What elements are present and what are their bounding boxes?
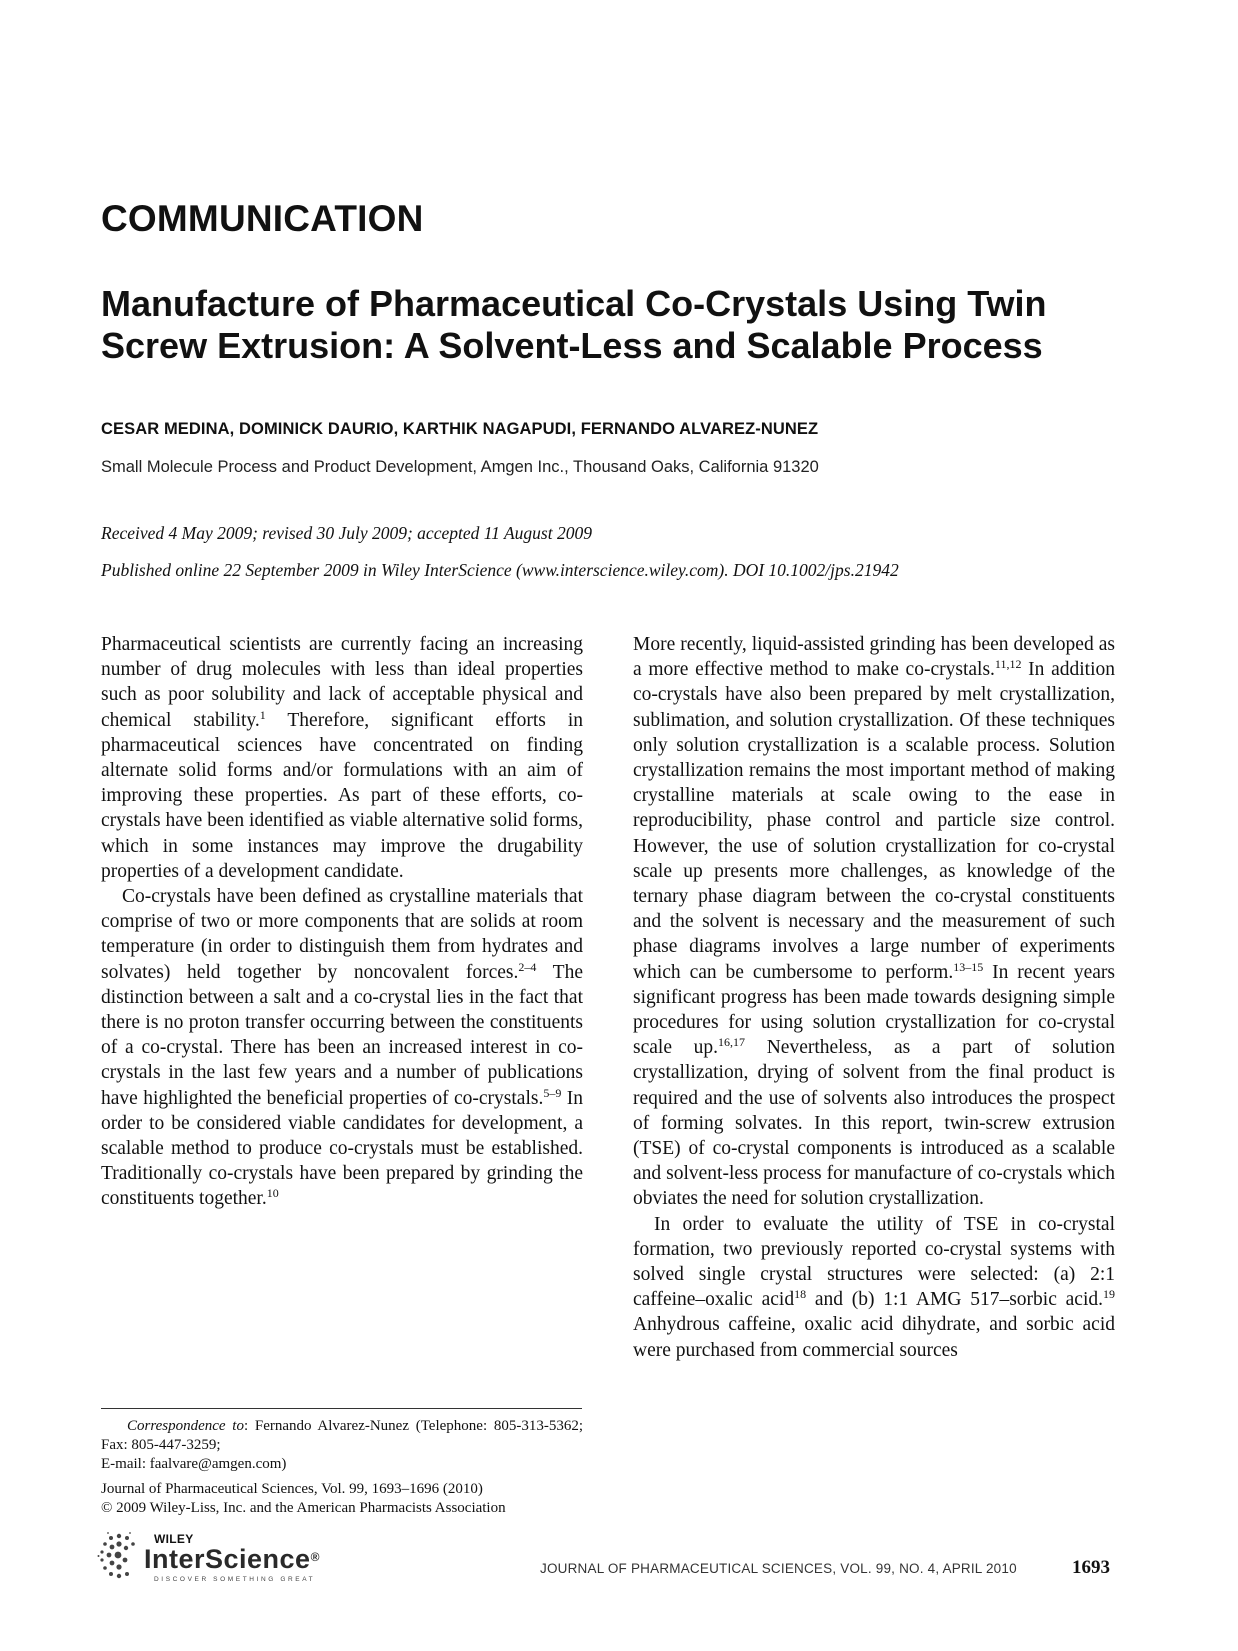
starburst-icon (96, 1530, 142, 1582)
reference-marker: 13–15 (953, 959, 984, 974)
paragraph-text: In addition co-crystals have also been prepared by melt crystallization, sublimation, and solution crystallization. Of these techniques only solution crystallization is a scalable process. Solution crystallization remains the most important method of making crystalline materials at scale owing to the ease in reproducibility, phase control and particle size control. However, the use of solution crystallization for co-crystal scale up presents more challenges, as knowledge of the ternary phase diagram between the co-crystal constituents and the solvent is necessary and the measurement of such phase diagrams involves a large number of experiments which can be cumbersome to perform. (633, 659, 1115, 983)
interscience-wordmark (144, 1544, 320, 1575)
wiley-wordmark: WILEY (154, 1532, 194, 1546)
body-paragraph (633, 632, 1115, 1212)
reference-marker: 19 (1103, 1287, 1115, 1302)
paragraph-text: Pharmaceutical scientists are currently facing an increasing number of drug molecules with less than ideal properties such as poor solubility and lack of acceptable physical and chemical stability. (101, 634, 583, 731)
footnotes (101, 1417, 583, 1518)
correspondence-note (101, 1417, 583, 1455)
body-paragraph (101, 884, 583, 1212)
page-number: 1693 (1072, 1557, 1110, 1578)
left-column (101, 632, 583, 1212)
reference-marker: 1 (259, 707, 266, 722)
paragraph-text: and (b) 1:1 AMG 517–sorbic acid. (806, 1289, 1103, 1311)
publication-info: Published online 22 September 2009 in Wiley InterScience (www.interscience.wiley.com). DOI 10.1002/jps.21942 (101, 560, 899, 580)
reference-marker: 18 (794, 1287, 807, 1302)
paragraph-text: Anhydrous caffeine, oxalic acid dihydrate, and sorbic acid were purchased from commercial sources (633, 1314, 1115, 1361)
correspondence-text: : Fernando Alvarez-Nunez (Telephone: 805-313-5362; Fax: 805-447-3259; (101, 1418, 583, 1453)
correspondence-email: E-mail: faalvare@amgen.com) (101, 1456, 287, 1472)
reference-marker: 10 (266, 1186, 279, 1201)
received-dates: Received 4 May 2009; revised 30 July 2009; accepted 11 August 2009 (101, 523, 592, 543)
registered-mark: ® (310, 1550, 320, 1564)
body-paragraph (101, 632, 583, 884)
reference-marker: 2–4 (518, 959, 537, 974)
copyright-line: © 2009 Wiley-Liss, Inc. and the American Pharmacists Association (101, 1500, 506, 1516)
paragraph-text: In order to be considered viable candidates for development, a scalable method to produce co-crystals must be established. Traditionally co-crystals have been prepared by grinding the constituents together. (101, 1087, 583, 1210)
paragraph-text: Therefore, significant efforts in pharmaceutical sciences have concentrated on finding alternate solid forms and/or formulations with an aim of improving these properties. As part of these efforts, co-crystals have been identified as viable alternative solid forms, which in some instances may improve the drugability properties of a development candidate. (101, 709, 583, 882)
right-column (633, 632, 1115, 1363)
paragraph-text: In order to evaluate the utility of TSE in co-crystal formation, two previously reported co-crystal systems with solved single crystal structures were selected: (a) 2:1 caffeine–oxalic acid (633, 1213, 1115, 1311)
paragraph-text: More recently, liquid-assisted grinding has been developed as a more effective method to make co-crystals. (633, 634, 1115, 681)
affiliation: Small Molecule Process and Product Development, Amgen Inc., Thousand Oaks, California 91320 (101, 458, 819, 476)
correspondence-label: Correspondence to (127, 1418, 244, 1434)
running-footer: JOURNAL OF PHARMACEUTICAL SCIENCES, VOL. 99, NO. 4, APRIL 2010 (540, 1561, 1017, 1576)
paragraph-text: Nevertheless, as a part of solution crystallization, drying of solvent from the final product is required and the use of solvents also introduces the prospect of forming solvates. In this report, twin-screw extrusion (TSE) of co-crystal components is introduced as a scalable and solvent-less process for manufacture of co-crystals which obviates the need for solution crystallization. (633, 1037, 1115, 1210)
wiley-interscience-logo (96, 1530, 356, 1590)
reference-marker: 5–9 (543, 1085, 562, 1100)
logo-tagline: DISCOVER SOMETHING GREAT (154, 1576, 316, 1583)
journal-citation: Journal of Pharmaceutical Sciences, Vol. 99, 1693–1696 (2010) (101, 1481, 483, 1497)
paragraph-text: In recent years significant progress has been made towards designing simple procedures for using solution crystallization for co-crystal scale up. (633, 961, 1115, 1059)
reference-marker: 11,12 (994, 657, 1022, 672)
footnote-divider (101, 1408, 582, 1409)
interscience-name: InterScience (144, 1544, 311, 1574)
author-list: CESAR MEDINA, DOMINICK DAURIO, KARTHIK NAGAPUDI, FERNANDO ALVAREZ-NUNEZ (101, 420, 819, 438)
reference-marker: 16,17 (718, 1035, 746, 1050)
paragraph-text: The distinction between a salt and a co-crystal lies in the fact that there is no proton transfer occurring between the constituents of a co-crystal. There has been an increased interest in co-crystals in the last few years and a number of publications have highlighted the beneficial properties of co-crystals. (101, 961, 583, 1109)
article-title: Manufacture of Pharmaceutical Co-Crystals Using Twin Screw Extrusion: A Solvent-Less and Scalable Process (101, 283, 1047, 366)
paragraph-text: Co-crystals have been defined as crystalline materials that comprise of two or more components that are solids at room temperature (in order to distinguish them from hydrates and solvates) held together by noncovalent forces. (101, 886, 583, 983)
body-paragraph (633, 1212, 1115, 1363)
section-label: COMMUNICATION (101, 198, 424, 239)
